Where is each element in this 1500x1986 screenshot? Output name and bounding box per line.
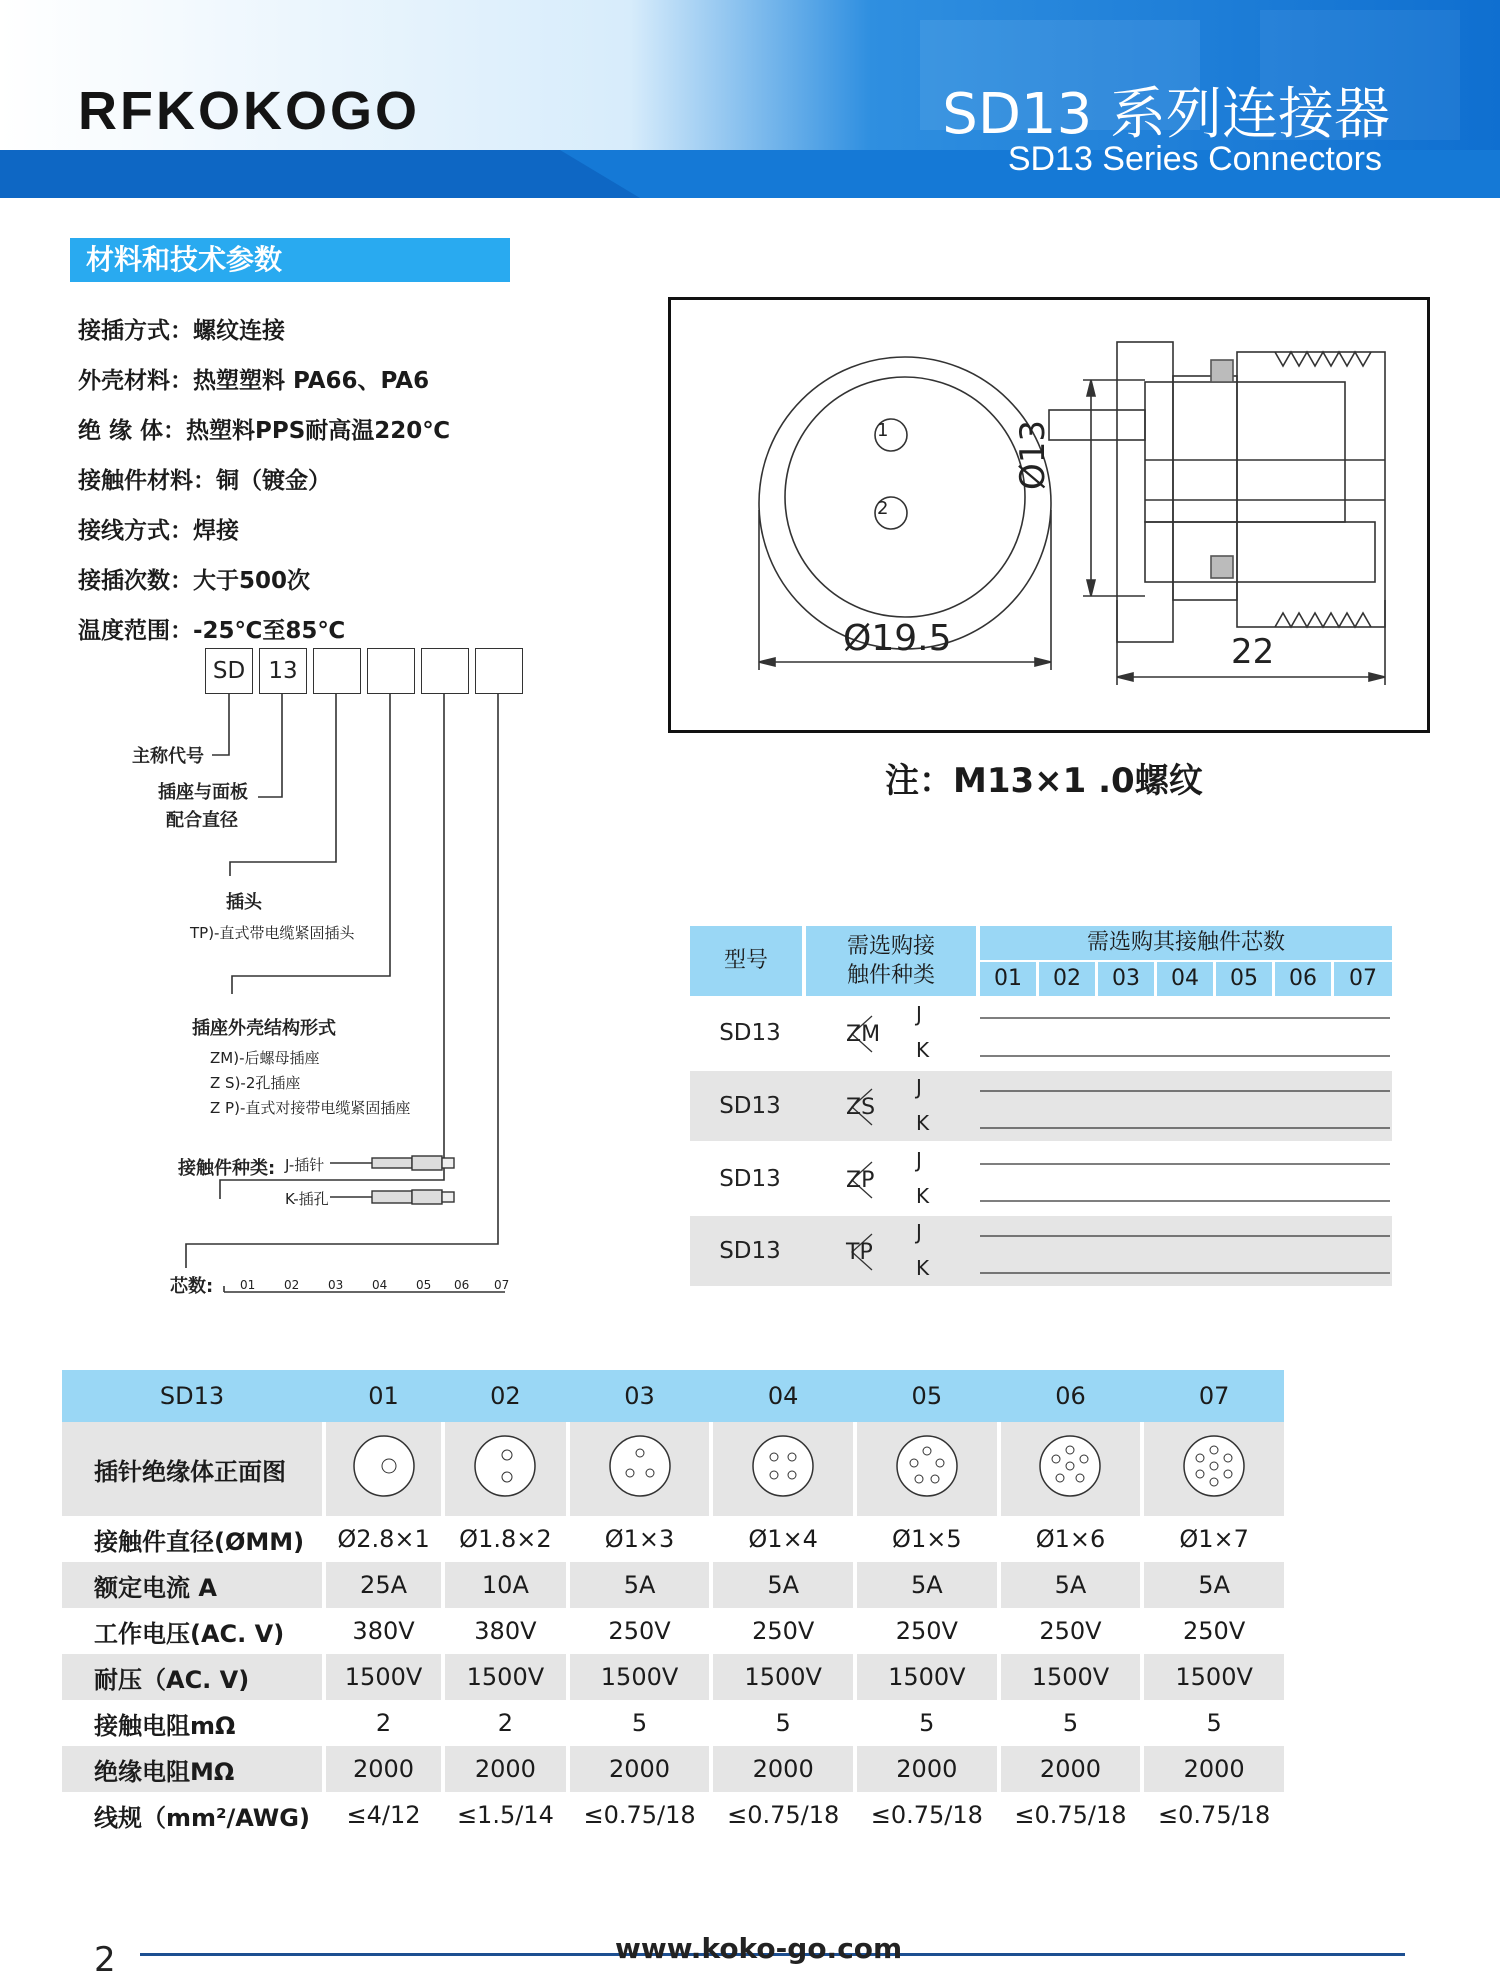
spec-cell: 2 bbox=[497, 1709, 514, 1737]
spec-cell: ≤0.75/18 bbox=[727, 1801, 840, 1829]
sel-k: K bbox=[916, 1256, 930, 1280]
spec-contact-material: 接触件材料：铜（镀金） bbox=[78, 468, 331, 494]
footer-url[interactable]: www.koko-go.com bbox=[615, 1932, 903, 1965]
spec-temperature: 温度范围：-25℃至85℃ bbox=[78, 618, 346, 644]
sel-model: SD13 bbox=[719, 1093, 781, 1119]
spec-cell: 10A bbox=[445, 1562, 566, 1608]
spec-face-label: 插针绝缘体正面图 bbox=[62, 1422, 322, 1516]
spec-cell: 2000 bbox=[326, 1746, 441, 1792]
socket-k-icon bbox=[330, 1190, 454, 1204]
panel-label-2: 配合直径 bbox=[166, 810, 238, 831]
spec-cell: 1500V bbox=[326, 1654, 441, 1700]
core-06: 06 bbox=[454, 1278, 470, 1292]
spec-cell: 250V bbox=[895, 1617, 958, 1645]
dim-thread-diameter: Ø13 bbox=[1013, 419, 1053, 490]
spec-col: 06 bbox=[1001, 1370, 1141, 1422]
sel-core-col: 07 bbox=[1334, 962, 1392, 996]
code-box-plug bbox=[313, 648, 361, 694]
spec-cell: Ø1×3 bbox=[604, 1525, 675, 1553]
sel-type: ZS bbox=[846, 1095, 876, 1120]
spec-table-header bbox=[62, 1370, 1284, 1422]
spec-cell: 1500V bbox=[570, 1654, 710, 1700]
spec-cell: Ø1×6 bbox=[1035, 1525, 1106, 1553]
spec-cell: Ø1×5 bbox=[892, 1525, 962, 1553]
contact-j: J-插针 bbox=[285, 1156, 325, 1174]
spec-cell: 5A bbox=[1144, 1562, 1284, 1608]
spec-table bbox=[62, 1370, 1284, 1838]
spec-row-label: 接触件直径(ØMM) bbox=[94, 1527, 305, 1556]
spec-col: 01 bbox=[326, 1370, 441, 1422]
face-03-icon bbox=[570, 1422, 710, 1516]
spec-cell: 5A bbox=[713, 1562, 853, 1608]
spec-cell: 250V bbox=[752, 1617, 815, 1645]
sel-model: SD13 bbox=[719, 1020, 781, 1046]
plug-label: 插头 bbox=[226, 892, 262, 913]
sel-header-cores: 需选购其接触件芯数 bbox=[980, 926, 1392, 960]
panel-label-1: 插座与面板 bbox=[158, 782, 248, 803]
spec-cell: 380V bbox=[474, 1617, 537, 1645]
sel-header-model: 型号 bbox=[690, 926, 802, 996]
spec-cell: 5 bbox=[775, 1709, 791, 1737]
core-04: 04 bbox=[372, 1278, 388, 1292]
spec-row-label: 工作电压(AC. V) bbox=[94, 1619, 285, 1648]
spec-table-corner: SD13 bbox=[62, 1370, 322, 1422]
face-04-icon bbox=[713, 1422, 853, 1516]
spec-col: 02 bbox=[445, 1370, 566, 1422]
spec-cell: Ø1.8×2 bbox=[459, 1525, 552, 1553]
sel-core-col: 04 bbox=[1157, 962, 1213, 996]
socket-opt-zs: Z S)-2孔插座 bbox=[210, 1074, 301, 1092]
sel-core-col: 06 bbox=[1275, 962, 1331, 996]
spec-row-label: 绝缘电阻MΩ bbox=[62, 1746, 322, 1792]
code-box-cores bbox=[475, 648, 523, 694]
spec-row-label: 额定电流 A bbox=[62, 1562, 322, 1608]
spec-cell: 1500V bbox=[445, 1654, 566, 1700]
sel-model: SD13 bbox=[719, 1166, 781, 1192]
contact-k: K-插孔 bbox=[285, 1190, 329, 1208]
spec-cell: 250V bbox=[1183, 1617, 1246, 1645]
spec-cell: ≤1.5/14 bbox=[456, 1801, 554, 1829]
plug-desc: TP)-直式带电缆紧固插头 bbox=[190, 924, 355, 942]
sel-core-col: 02 bbox=[1039, 962, 1095, 996]
dim-length: 22 bbox=[1231, 632, 1275, 672]
sel-j: J bbox=[916, 1075, 922, 1099]
selection-table bbox=[690, 926, 1392, 1286]
spec-cell: 2000 bbox=[445, 1746, 566, 1792]
sel-j: J bbox=[916, 1002, 922, 1026]
spec-cell: ≤0.75/18 bbox=[583, 1801, 696, 1829]
code-box-socket bbox=[367, 648, 415, 694]
socket-opt-zm: ZM)-后螺母插座 bbox=[210, 1049, 320, 1067]
core-03: 03 bbox=[328, 1278, 344, 1292]
face-02-icon bbox=[445, 1422, 566, 1516]
spec-col: 07 bbox=[1144, 1370, 1284, 1422]
spec-cell: 380V bbox=[352, 1617, 415, 1645]
sel-type: ZM bbox=[846, 1022, 881, 1047]
spec-cell: 5 bbox=[631, 1709, 648, 1737]
spec-cell: 5A bbox=[570, 1562, 710, 1608]
code-box-contact bbox=[421, 648, 469, 694]
page-title-en: SD13 Series Connectors bbox=[1007, 140, 1382, 178]
spec-col: 05 bbox=[857, 1370, 997, 1422]
spec-wiring: 接线方式：焊接 bbox=[78, 518, 239, 544]
spec-cell: 1500V bbox=[857, 1654, 997, 1700]
spec-cell: ≤0.75/18 bbox=[1158, 1801, 1271, 1829]
spec-cell: 2000 bbox=[1144, 1746, 1284, 1792]
drawing-pin-2-label: 2 bbox=[877, 498, 889, 519]
drawing-pin-1-label: 1 bbox=[877, 420, 889, 441]
sel-core-col: 01 bbox=[980, 962, 1036, 996]
sel-model: SD13 bbox=[719, 1238, 781, 1264]
sel-row-zs bbox=[690, 1071, 1390, 1141]
spec-cell: 2000 bbox=[570, 1746, 710, 1792]
code-box-sd: SD bbox=[205, 648, 253, 694]
spec-cell: 5A bbox=[1001, 1562, 1141, 1608]
spec-cell: 5 bbox=[919, 1709, 935, 1737]
core-02: 02 bbox=[284, 1278, 300, 1292]
spec-mating-cycles: 接插次数：大于500次 bbox=[78, 568, 311, 594]
spec-row-rated-current bbox=[62, 1562, 1284, 1608]
cores-label: 芯数: bbox=[170, 1276, 214, 1297]
spec-cell: Ø1×7 bbox=[1179, 1525, 1249, 1553]
sel-k: K bbox=[916, 1184, 930, 1208]
code-box-13: 13 bbox=[259, 648, 307, 694]
spec-cell: Ø1×4 bbox=[748, 1525, 818, 1553]
thread-note: 注：M13×1 .0螺纹 bbox=[885, 761, 1203, 801]
core-05: 05 bbox=[416, 1278, 432, 1292]
sel-j: J bbox=[916, 1148, 922, 1172]
spec-face-row bbox=[62, 1422, 1284, 1516]
spec-cell: 5A bbox=[857, 1562, 997, 1608]
face-06-icon bbox=[1001, 1422, 1141, 1516]
spec-cell: 2000 bbox=[1001, 1746, 1141, 1792]
pin-j-icon bbox=[330, 1156, 454, 1170]
spec-cell: 250V bbox=[1039, 1617, 1102, 1645]
spec-row-contact-diameter bbox=[62, 1516, 1284, 1562]
sel-j: J bbox=[916, 1220, 922, 1244]
spec-row-wire-gauge bbox=[62, 1792, 1284, 1838]
technical-drawing bbox=[668, 297, 1430, 733]
sel-header-contact-1: 需选购接 bbox=[846, 934, 935, 959]
face-07-icon bbox=[1144, 1422, 1284, 1516]
socket-label: 插座外壳结构形式 bbox=[192, 1018, 336, 1039]
spec-connection: 接插方式：螺纹连接 bbox=[78, 318, 285, 344]
spec-row-label: 接触电阻mΩ bbox=[94, 1711, 236, 1740]
spec-row-label: 耐压（AC. V) bbox=[62, 1654, 322, 1700]
dim-outer-diameter: Ø19.5 bbox=[843, 618, 952, 659]
spec-shell-material: 外壳材料：热塑塑料 PA66、PA6 bbox=[78, 368, 430, 394]
spec-cell: 1500V bbox=[1001, 1654, 1141, 1700]
sel-type: TP bbox=[846, 1240, 873, 1265]
spec-cell: 2 bbox=[375, 1709, 392, 1737]
main-code-label: 主称代号 bbox=[132, 746, 204, 767]
spec-cell: ≤0.75/18 bbox=[870, 1801, 983, 1829]
sel-type: ZP bbox=[846, 1168, 875, 1193]
sel-core-col: 05 bbox=[1216, 962, 1272, 996]
face-01-icon bbox=[326, 1422, 441, 1516]
spec-col: 04 bbox=[713, 1370, 853, 1422]
spec-cell: 2000 bbox=[857, 1746, 997, 1792]
spec-cell: 250V bbox=[608, 1617, 671, 1645]
contact-label: 接触件种类: bbox=[178, 1158, 276, 1179]
sel-row-tp bbox=[690, 1216, 1390, 1286]
spec-cell: 1500V bbox=[713, 1654, 853, 1700]
spec-row-label: 线规（mm²/AWG) bbox=[94, 1803, 310, 1832]
sel-core-col: 03 bbox=[1098, 962, 1154, 996]
face-05-icon bbox=[857, 1422, 997, 1516]
spec-cell: ≤4/12 bbox=[346, 1801, 421, 1829]
section-title: 材料和技术参数 bbox=[70, 238, 510, 282]
spec-row-contact-resistance bbox=[62, 1700, 1284, 1746]
brand-logo: RFKOKOGO bbox=[78, 81, 420, 141]
sel-row-zp bbox=[690, 1144, 1390, 1214]
socket-opt-zp: Z P)-直式对接带电缆紧固插座 bbox=[210, 1099, 411, 1117]
spec-row-working-voltage bbox=[62, 1608, 1284, 1654]
spec-row-insulation-resistance bbox=[62, 1746, 1284, 1792]
spec-cell: ≤0.75/18 bbox=[1014, 1801, 1127, 1829]
sel-header-contact-2: 触件种类 bbox=[846, 963, 935, 988]
core-01: 01 bbox=[240, 1278, 256, 1292]
model-code-diagram bbox=[0, 0, 660, 1320]
spec-cell: 5 bbox=[1206, 1709, 1222, 1737]
spec-cell: 25A bbox=[326, 1562, 441, 1608]
sel-k: K bbox=[916, 1038, 930, 1062]
spec-cell: Ø2.8×1 bbox=[337, 1525, 430, 1553]
sel-row-zm bbox=[690, 998, 1390, 1068]
page-title-cn: SD13 系列连接器 bbox=[942, 82, 1390, 147]
sel-k: K bbox=[916, 1111, 930, 1135]
spec-col: 03 bbox=[570, 1370, 710, 1422]
spec-cell: 2000 bbox=[713, 1746, 853, 1792]
core-07: 07 bbox=[494, 1278, 510, 1292]
spec-insulator: 绝 缘 体：热塑料PPS耐高温220℃ bbox=[78, 418, 451, 444]
drawing-svg bbox=[671, 300, 1427, 730]
spec-row-withstand-voltage bbox=[62, 1654, 1284, 1700]
spec-cell: 5 bbox=[1062, 1709, 1079, 1737]
spec-cell: 1500V bbox=[1144, 1654, 1284, 1700]
page-number: 2 bbox=[94, 1940, 116, 1980]
